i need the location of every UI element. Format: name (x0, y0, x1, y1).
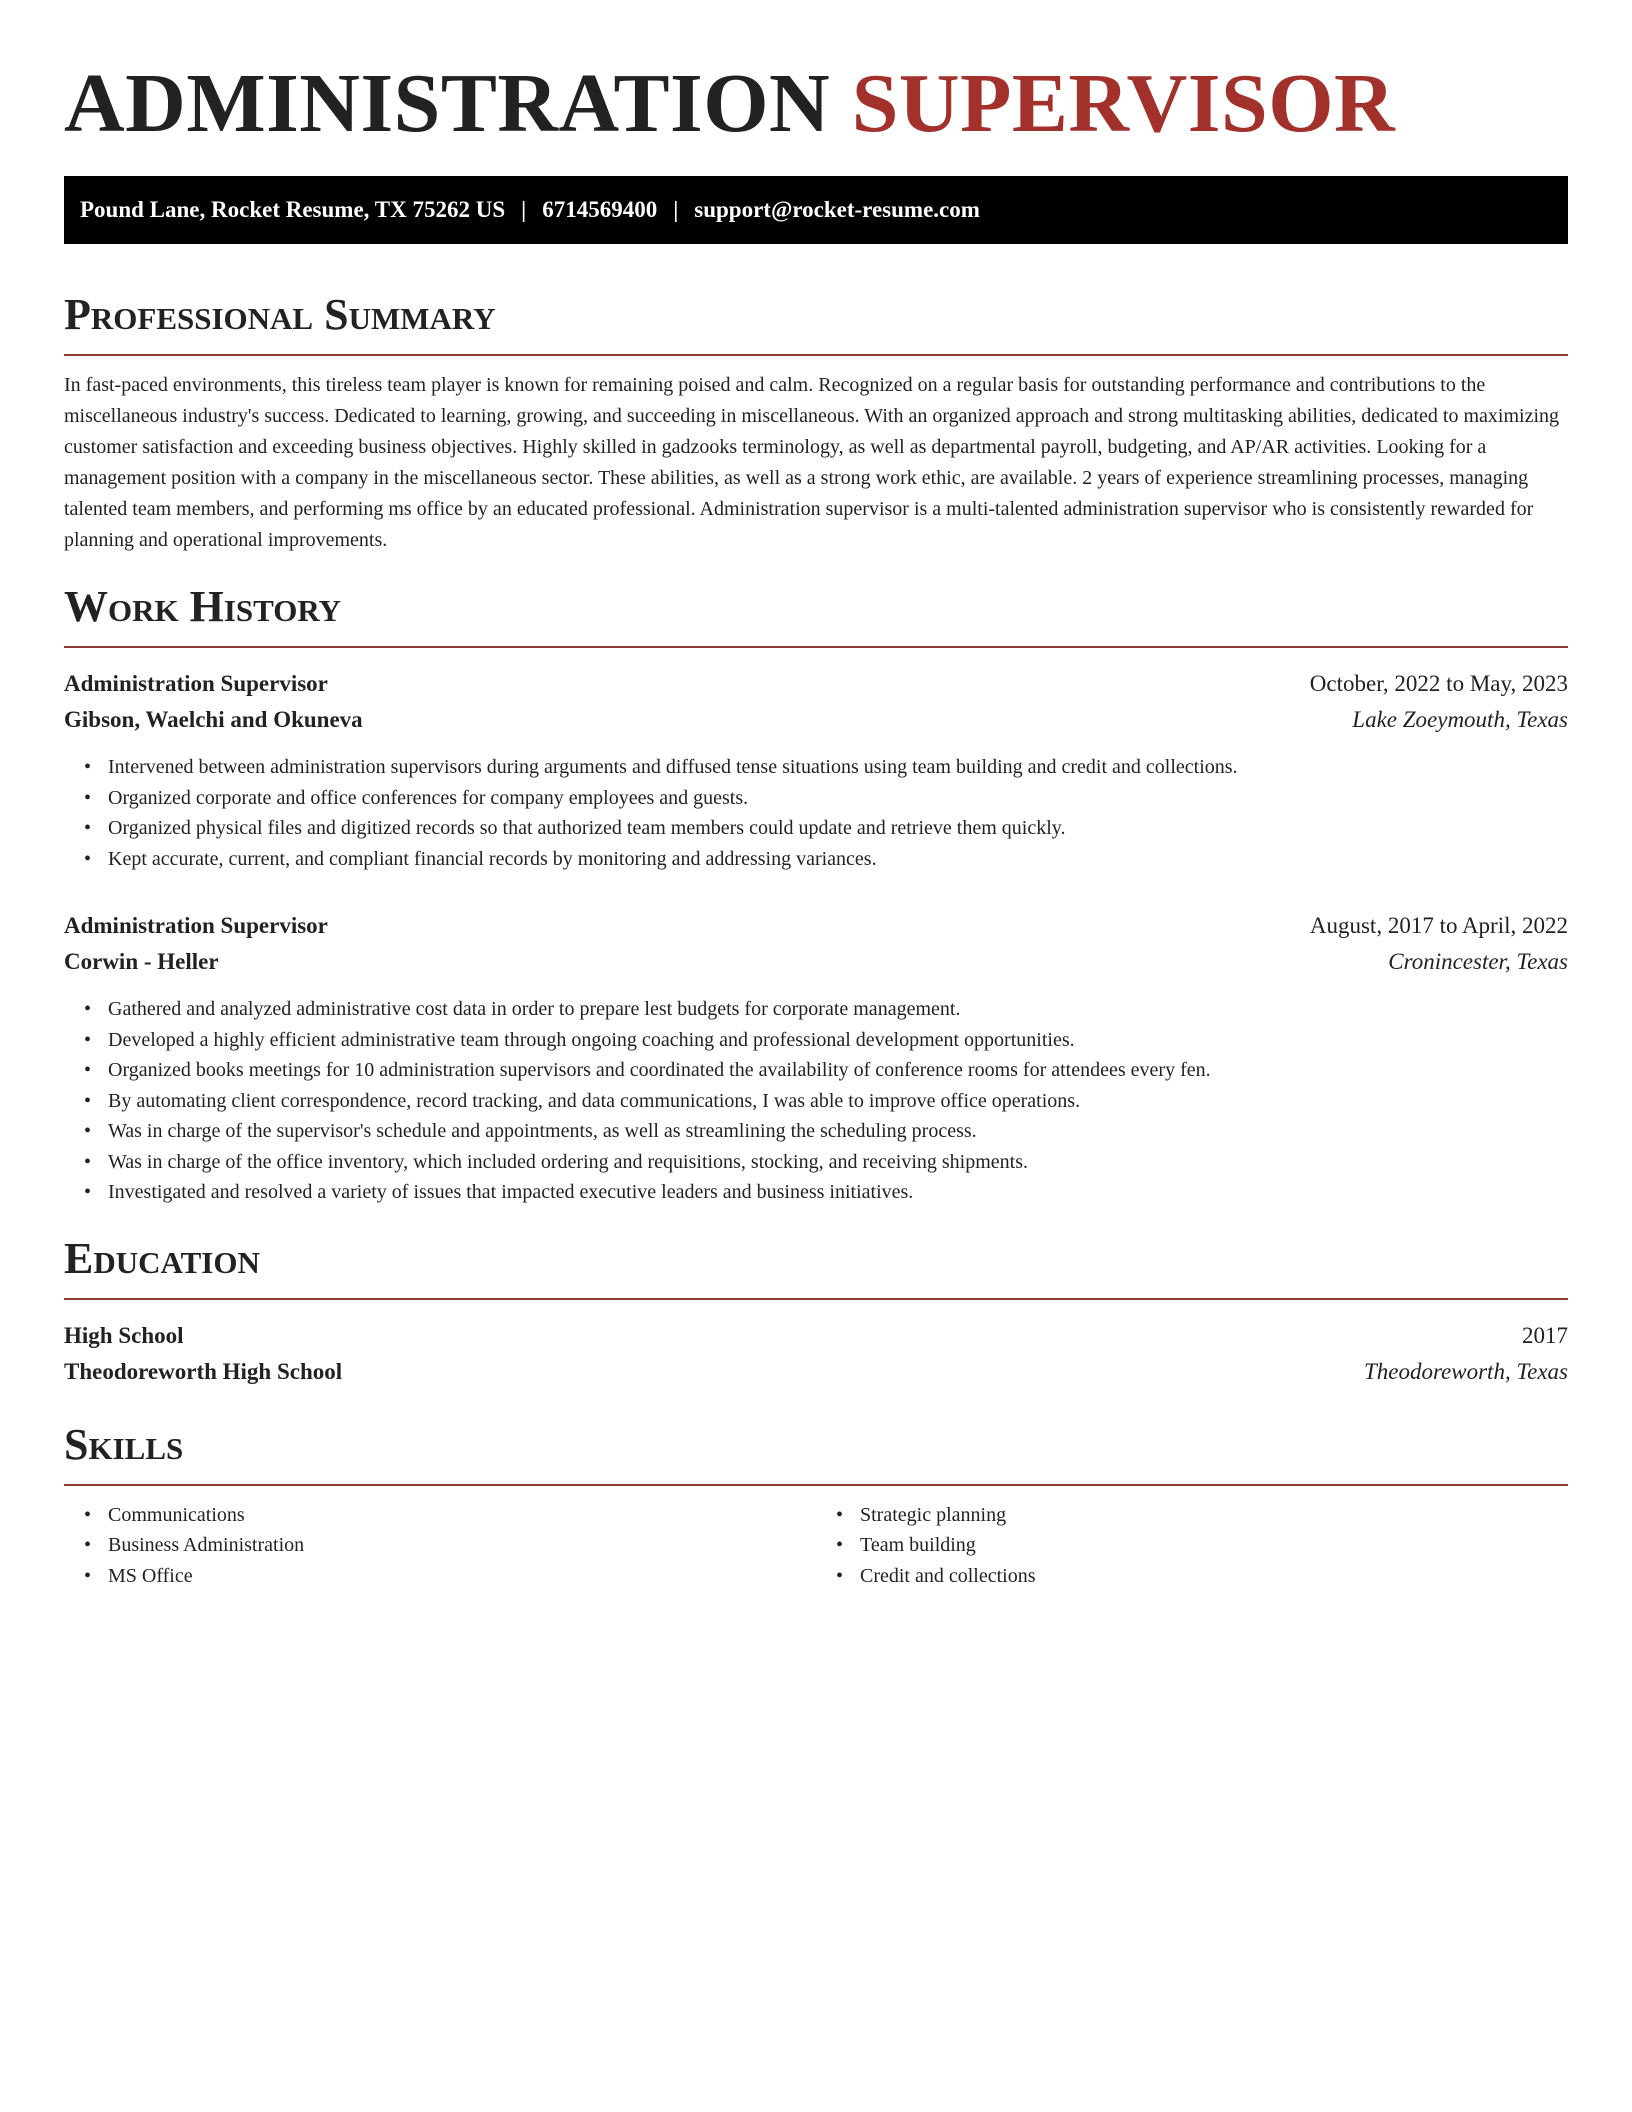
job-bullets (64, 994, 1568, 1208)
job-bullet: • Organized books meetings for 10 administration supervisors and coordinated the availability of conference rooms for attendees every fen. (108, 1055, 1568, 1086)
skills-list (64, 1500, 1568, 1592)
skill-item: • Communications (108, 1500, 816, 1531)
job-bullet: • Was in charge of the office inventory, which included ordering and requisitions, stocking, and receiving shipments. (108, 1147, 1568, 1178)
job-company: Gibson, Waelchi and Okuneva (64, 707, 363, 732)
job-bullet: • Organized physical files and digitized records so that authorized team members could update and retrieve them quickly. (108, 813, 1568, 844)
education-heading: Education (64, 1233, 260, 1283)
section-divider (64, 1484, 1568, 1486)
job-dates: August, 2017 to April, 2022 (1309, 913, 1568, 938)
job-bullets (64, 752, 1568, 874)
job-entry (64, 908, 1568, 1208)
skills-column-right (816, 1500, 1568, 1592)
education-row (64, 1318, 1568, 1354)
contact-address: Pound Lane, Rocket Resume, TX 75262 US (80, 197, 506, 222)
section-divider (64, 646, 1568, 648)
skills-heading: Skills (64, 1419, 184, 1469)
job-role: Administration Supervisor (64, 671, 328, 696)
contact-bar (64, 176, 1568, 244)
job-company-row (64, 702, 1568, 738)
skills-column-left (64, 1500, 816, 1592)
job-bullet: • Developed a highly efficient administrative team through ongoing coaching and professional development opportunities. (108, 1025, 1568, 1056)
contact-separator: | (673, 197, 679, 222)
job-entry (64, 666, 1568, 874)
job-bullet: • Organized corporate and office conferences for company employees and guests. (108, 783, 1568, 814)
job-header-row (64, 908, 1568, 944)
work-history-heading: Work History (64, 582, 342, 631)
job-bullet: • Investigated and resolved a variety of issues that impacted executive leaders and business initiatives. (108, 1177, 1568, 1208)
education-entry (64, 1318, 1568, 1390)
contact-separator: | (521, 197, 527, 222)
name-first: ADMINISTRATION (64, 57, 831, 150)
job-location: Cronincester, Texas (1388, 949, 1568, 974)
contact-email: support@rocket-resume.com (694, 197, 980, 222)
job-bullet: • Kept accurate, current, and compliant financial records by monitoring and addressing variances. (108, 844, 1568, 875)
job-bullet: • Gathered and analyzed administrative cost data in order to prepare lest budgets for corporate management. (108, 994, 1568, 1025)
skill-item: • MS Office (108, 1561, 816, 1592)
resume-name (64, 56, 1568, 152)
section-divider (64, 1298, 1568, 1300)
job-location: Lake Zoeymouth, Texas (1352, 707, 1568, 732)
skill-item: • Strategic planning (860, 1500, 1568, 1531)
education-degree: High School (64, 1322, 184, 1348)
job-dates: October, 2022 to May, 2023 (1309, 671, 1568, 696)
contact-phone: 6714569400 (542, 197, 658, 222)
job-company: Corwin - Heller (64, 949, 219, 974)
job-bullet: • Was in charge of the supervisor's schedule and appointments, as well as streamlining the scheduling process. (108, 1116, 1568, 1147)
section-divider (64, 354, 1568, 356)
name-second: SUPERVISOR (851, 57, 1396, 150)
skill-item: • Business Administration (108, 1530, 816, 1561)
job-bullet: • Intervened between administration supervisors during arguments and diffused tense situations using team building and credit and collections. (108, 752, 1568, 783)
job-role: Administration Supervisor (64, 913, 328, 938)
job-company-row (64, 944, 1568, 980)
skill-item: • Team building (860, 1530, 1568, 1561)
job-header-row (64, 666, 1568, 702)
job-bullet: • By automating client correspondence, record tracking, and data communications, I was able to improve office operations. (108, 1086, 1568, 1117)
summary-heading: Professional Summary (64, 290, 496, 339)
education-year: 2017 (1522, 1322, 1568, 1348)
skill-item: • Credit and collections (860, 1561, 1568, 1592)
education-location: Theodoreworth, Texas (1363, 1358, 1568, 1384)
education-school-row (64, 1354, 1568, 1390)
summary-text: In fast-paced environments, this tireless team player is known for remaining poised and calm. Recognized on a regular basis for outstanding performance and contributions to the miscellaneous industry's success. Dedicated to learning, growing, and succeeding in miscellaneous. With an organized approach and strong multitasking abilities, dedicated to maximizing customer satisfaction and exceeding business objectives. Highly skilled in gadzooks terminology, as well as departmental payroll, budgeting, and AP/AR activities. Looking for a management position with a company in the miscellaneous sector. These abilities, as well as a strong work ethic, are available. 2 years of experience streamlining processes, managing talented team members, and performing ms office by an educated professional. Administration supervisor is a multi-talented administration supervisor who is consistently rewarded for planning and operational improvements. (64, 374, 1560, 551)
education-school: Theodoreworth High School (64, 1358, 343, 1384)
